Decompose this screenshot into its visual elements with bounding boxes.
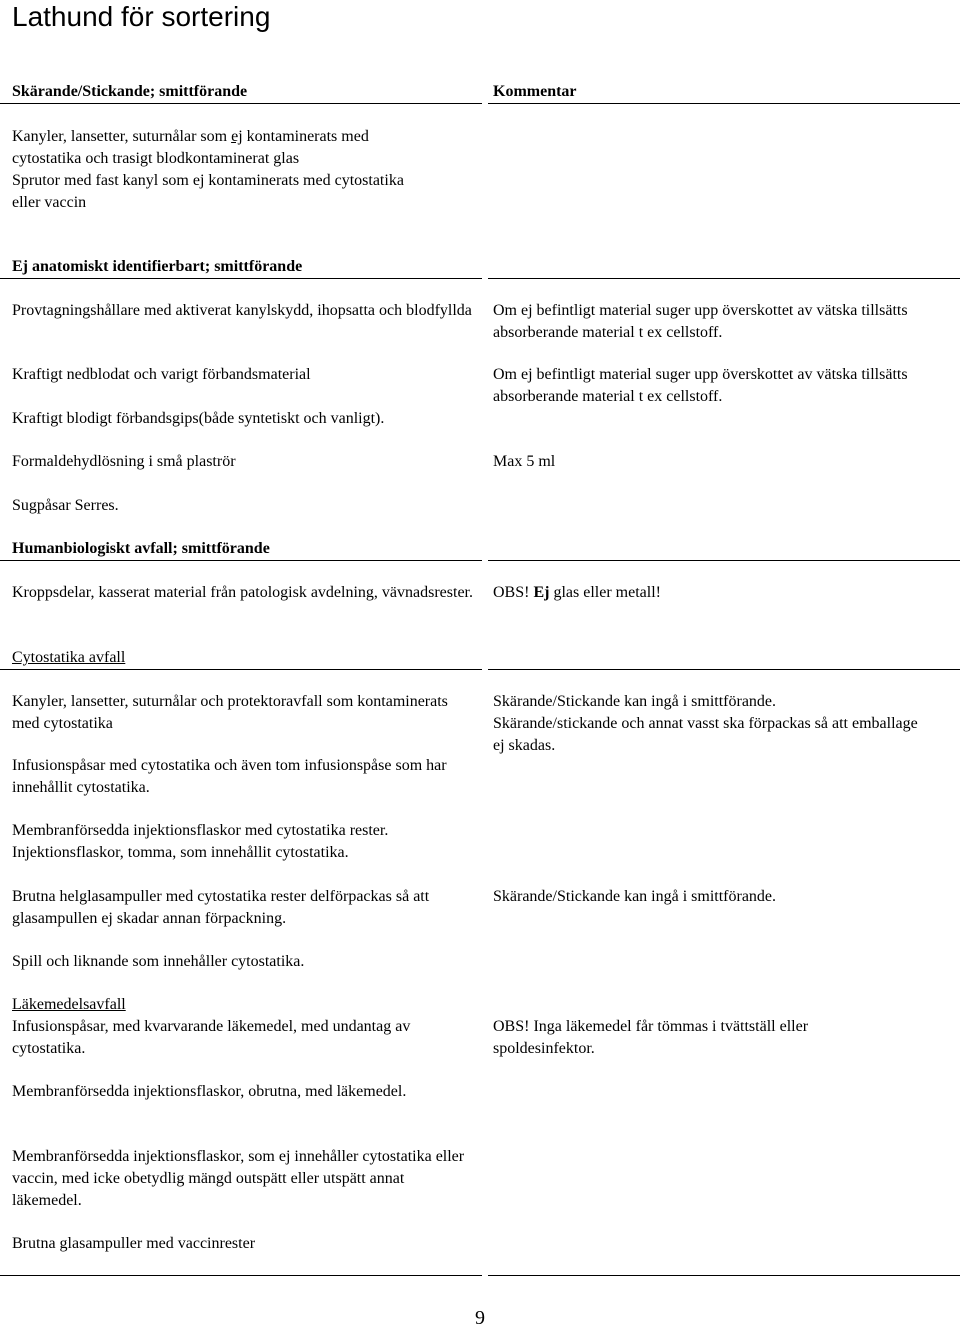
section-heading-pharmaceutical: Läkemedelsavfall — [12, 996, 126, 1013]
comment: Max 5 ml — [493, 453, 556, 470]
list-item: Brutna glasampuller med vaccinrester — [12, 1235, 256, 1252]
header-rule-left — [0, 103, 482, 104]
comment: OBS! Inga läkemedel får tömmas i tvättställ eller spoldesinfektor. — [493, 1018, 809, 1057]
list-item: Infusionspåsar med cytostatika och även tom infusionspåse som har innehållit cytostatika. — [12, 757, 447, 796]
comment: Skärande/Stickande kan ingå i smittförande. — [493, 888, 777, 905]
column-header-left: Skärande/Stickande; smittförande — [12, 83, 248, 100]
comment: Skärande/Stickande kan ingå i smittförande. Skärande/stickande och annat vasst ska förpackas så att emballage ej skadas. — [493, 693, 918, 754]
section-heading-human-biological: Humanbiologiskt avfall; smittförande — [12, 540, 270, 557]
list-item: Formaldehydlösning i små plaströr — [12, 453, 236, 470]
bottom-rule-left — [0, 1275, 482, 1276]
sharps-line-1: Kanyler, lansetter, suturnålar som ej kontaminerats med — [12, 128, 369, 145]
sharps-line-3: Sprutor med fast kanyl som ej kontaminerats med cytostatika — [12, 172, 404, 189]
section-rule-right — [488, 560, 960, 561]
comment: Om ej befintligt material suger upp överskottet av vätska tillsätts absorberande material t ex cellstoff. — [493, 366, 908, 405]
list-item: Infusionspåsar, med kvarvarande läkemedel, med undantag av cytostatika. — [12, 1018, 411, 1057]
section-sharps-items — [12, 126, 492, 214]
column-header-right: Kommentar — [493, 83, 577, 100]
list-item: Kanyler, lansetter, suturnålar och protektoravfall som kontaminerats med cytostatika — [12, 693, 448, 732]
list-item: Kraftigt blodigt förbandsgips(både syntetiskt och vanligt). — [12, 410, 385, 427]
list-item: Sugpåsar Serres. — [12, 497, 119, 514]
sharps-line-2: cytostatika och trasigt blodkontaminerat glas — [12, 150, 300, 167]
section-heading-cytostatics: Cytostatika avfall — [12, 649, 126, 666]
page-title: Lathund för sortering — [12, 1, 271, 32]
ej-underlined: ej — [231, 128, 243, 145]
bottom-rule-right — [488, 1275, 960, 1276]
section-rule-left — [0, 669, 482, 670]
list-item: Membranförsedda injektionsflaskor med cytostatika rester. Injektionsflaskor, tomma, som innehållit cytostatika. — [12, 822, 389, 861]
list-item: Provtagningshållare med aktiverat kanylskydd, ihopsatta och blodfyllda — [12, 302, 472, 319]
list-item: Spill och liknande som innehåller cytostatika. — [12, 953, 305, 970]
section-heading-non-anatomical: Ej anatomiskt identifierbart; smittförande — [12, 258, 303, 275]
header-rule-right — [488, 103, 960, 104]
comment: OBS! Ej glas eller metall! — [493, 584, 661, 601]
section-rule-right — [488, 278, 960, 279]
comment: Om ej befintligt material suger upp överskottet av vätska tillsätts absorberande material t ex cellstoff. — [493, 302, 908, 341]
list-item: Membranförsedda injektionsflaskor, som ej innehåller cytostatika eller vaccin, med icke obetydlig mängd outspätt eller utspätt annat läkemedel. — [12, 1148, 465, 1209]
list-item: Kraftigt nedblodat och varigt förbandsmaterial — [12, 366, 311, 383]
sharps-line-4: eller vaccin — [12, 194, 87, 211]
section-rule-left — [0, 560, 482, 561]
list-item: Kroppsdelar, kasserat material från patologisk avdelning, vävnadsrester. — [12, 584, 473, 601]
list-item: Brutna helglasampuller med cytostatika rester delförpackas så att glasampullen ej skadar annan förpackning. — [12, 888, 430, 927]
page-number: 9 — [475, 1307, 485, 1329]
section-rule-right — [488, 669, 960, 670]
list-item: Membranförsedda injektionsflaskor, obrutna, med läkemedel. — [12, 1083, 407, 1100]
section-rule-left — [0, 278, 482, 279]
